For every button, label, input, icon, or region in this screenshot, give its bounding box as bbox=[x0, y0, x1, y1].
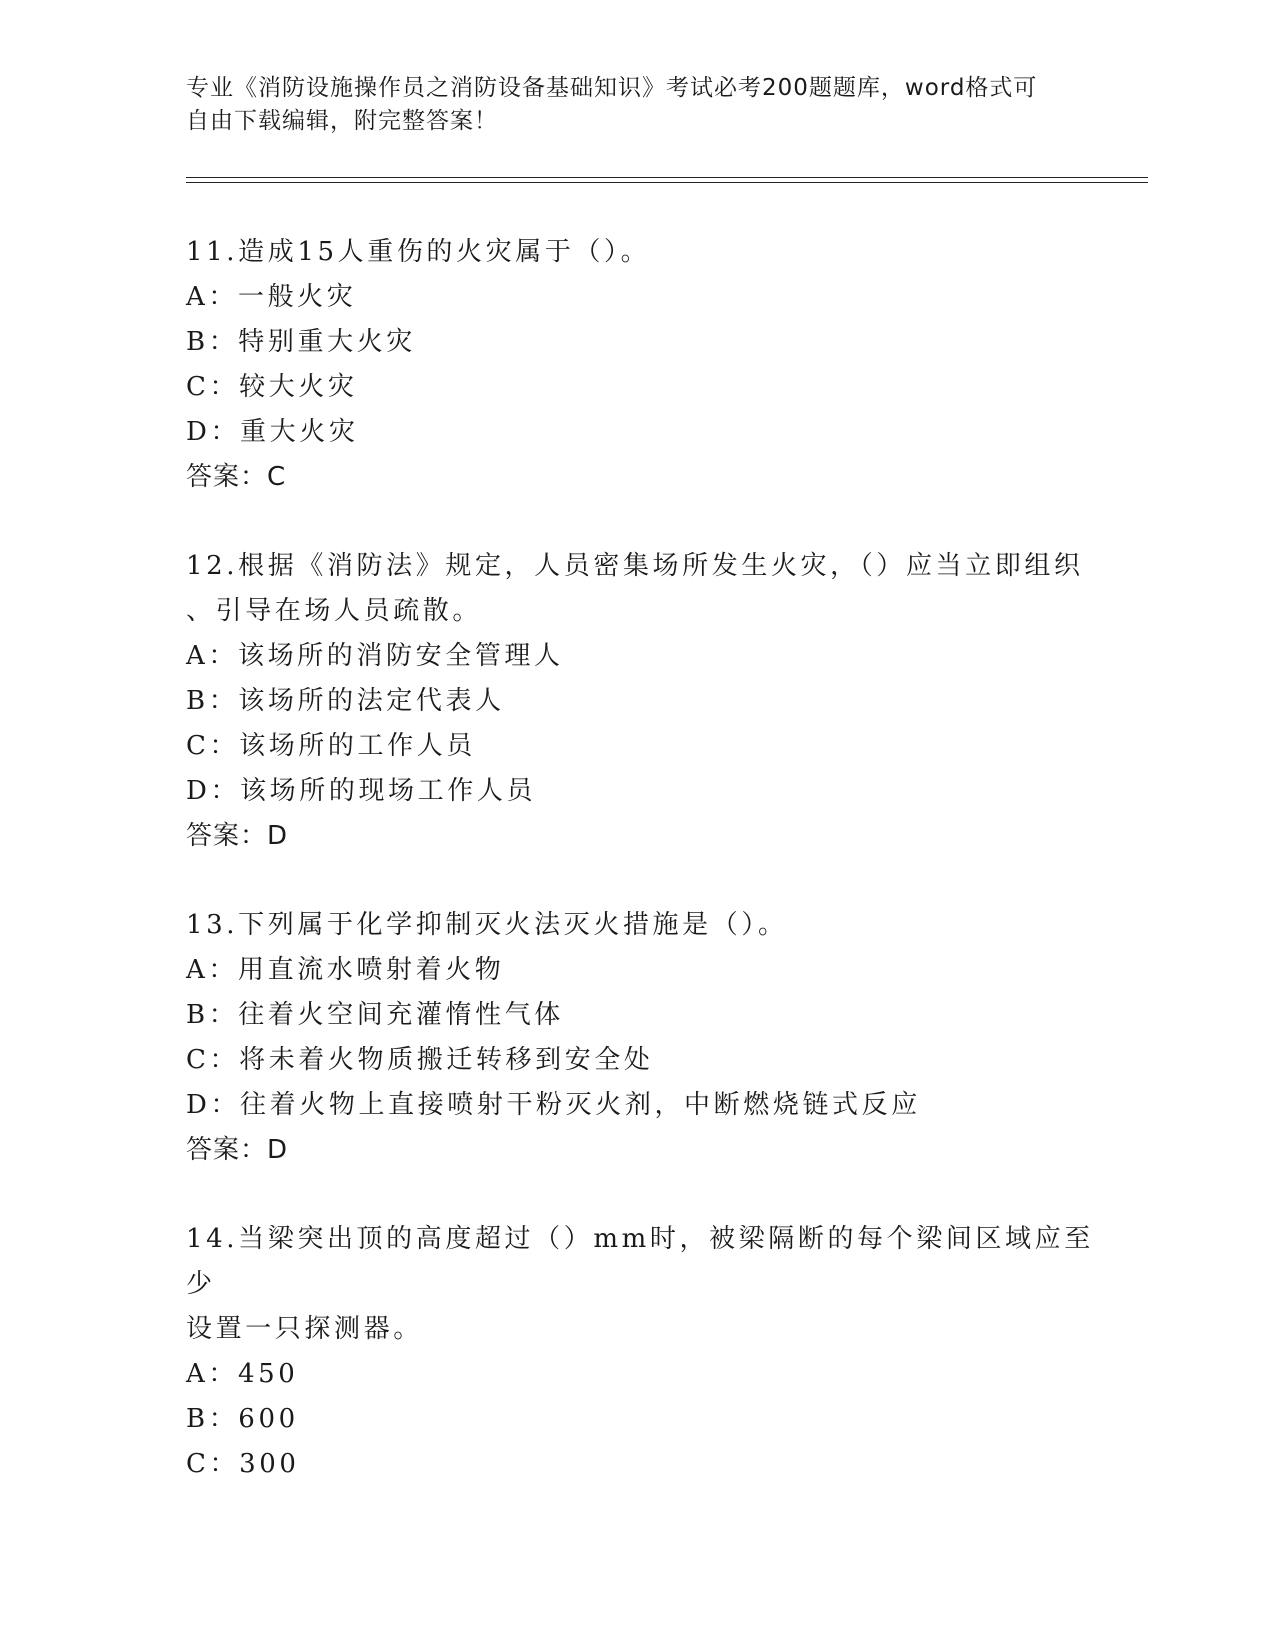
question-14 bbox=[186, 1217, 1106, 1487]
question-13 bbox=[186, 903, 1106, 1173]
header-divider-bottom bbox=[186, 182, 1148, 183]
option-c: C：将未着火物质搬迁转移到安全处 bbox=[186, 1045, 654, 1075]
option-d: D：该场所的现场工作人员 bbox=[186, 776, 537, 806]
question-stem-line: 13.下列属于化学抑制灭火法灭火措施是（）。 bbox=[186, 910, 788, 940]
option-b: B：往着火空间充灌惰性气体 bbox=[186, 1000, 564, 1030]
question-stem-line: 12.根据《消防法》规定，人员密集场所发生火灾，（）应当立即组织 bbox=[186, 551, 1084, 581]
option-c: C：该场所的工作人员 bbox=[186, 731, 476, 761]
option-a: A：该场所的消防安全管理人 bbox=[186, 641, 564, 671]
header-line-2: 自由下载编辑，附完整答案！ bbox=[186, 108, 498, 134]
option-d: D：往着火物上直接喷射干粉灭火剂，中断燃烧链式反应 bbox=[186, 1090, 921, 1120]
question-stem bbox=[186, 230, 1106, 275]
question-stem-line: 11.造成15人重伤的火灾属于（）。 bbox=[186, 237, 651, 267]
option-d: D：重大火灾 bbox=[186, 417, 359, 447]
header-line-1: 专业《消防设施操作员之消防设备基础知识》考试必考200题题库，word格式可 bbox=[186, 75, 1038, 101]
answer-line: 答案：D bbox=[186, 821, 289, 851]
document-header bbox=[186, 72, 1086, 138]
option-a: A：一般火灾 bbox=[186, 282, 357, 312]
option-c: C：较大火灾 bbox=[186, 372, 358, 402]
option-b: B：特别重大火灾 bbox=[186, 327, 416, 357]
option-b: B：600 bbox=[186, 1404, 299, 1434]
question-11 bbox=[186, 230, 1106, 500]
question-stem-line: 、引导在场人员疏散。 bbox=[186, 596, 483, 626]
option-a: A：450 bbox=[186, 1359, 299, 1389]
question-stem bbox=[186, 544, 1106, 634]
question-stem bbox=[186, 1217, 1106, 1352]
question-stem bbox=[186, 903, 1106, 948]
question-list bbox=[186, 230, 1106, 1531]
question-12 bbox=[186, 544, 1106, 859]
option-b: B：该场所的法定代表人 bbox=[186, 686, 505, 716]
option-a: A：用直流水喷射着火物 bbox=[186, 955, 505, 985]
question-stem-line: 14.当梁突出顶的高度超过（）mm时，被梁隔断的每个梁间区域应至少 bbox=[186, 1224, 1094, 1299]
answer-line: 答案：D bbox=[186, 1135, 289, 1165]
option-c: C：300 bbox=[186, 1449, 300, 1479]
question-stem-line: 设置一只探测器。 bbox=[186, 1314, 423, 1344]
header-divider-top bbox=[186, 177, 1148, 178]
answer-line: 答案：C bbox=[186, 462, 287, 492]
